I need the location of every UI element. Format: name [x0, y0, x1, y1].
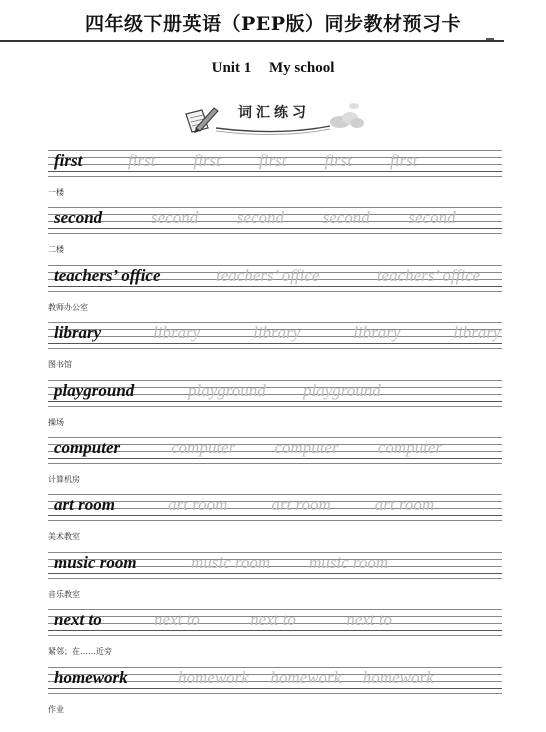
trace-word: homework: [270, 667, 342, 687]
vocab-word: computer: [54, 438, 121, 457]
trace-word: homework: [362, 667, 434, 687]
page-title: 四年级下册英语（PEP版）同步教材预习卡: [84, 13, 462, 35]
writing-line: [48, 343, 502, 344]
vocab-meaning: 教师办公室: [48, 302, 88, 312]
vocab-word: playground: [54, 380, 135, 400]
vocab-row: [48, 609, 502, 666]
trace-word: first: [128, 151, 156, 170]
trace-word: homework: [178, 667, 249, 687]
trace-word: teachers’ office: [376, 265, 481, 285]
trace-word: music room: [309, 552, 389, 572]
trace-word: first: [193, 151, 221, 170]
trace-word: library: [353, 323, 401, 343]
vocab-word: art room: [54, 495, 115, 515]
trace-word: playground: [303, 380, 381, 400]
trace-word: next to: [154, 610, 200, 630]
writing-line: [48, 515, 502, 516]
vocab-word: library: [54, 323, 102, 343]
trace-word: next to: [250, 610, 296, 630]
vocab-row: [48, 150, 502, 207]
vocab-word: homework: [54, 667, 128, 687]
writing-line: [48, 291, 502, 292]
writing-line: [48, 233, 502, 234]
header-rule: [0, 40, 504, 42]
trace-word: music room: [191, 552, 271, 572]
vocab-meaning: 图书馆: [48, 360, 72, 370]
trace-word: art room: [271, 495, 331, 515]
trace-word: second: [151, 208, 199, 228]
writing-line: [48, 573, 502, 574]
writing-line: [48, 693, 502, 694]
vocab-row: [48, 322, 502, 379]
vocab-word: first: [54, 151, 83, 170]
trace-word: next to: [346, 610, 392, 630]
vocab-word: next to: [54, 610, 102, 630]
vocab-meaning: 音乐教室: [48, 589, 80, 599]
header-rule-end: [486, 38, 494, 40]
unit-title: [0, 60, 546, 77]
writing-line: [48, 401, 502, 402]
vocab-row: [48, 667, 502, 724]
writing-line: [48, 228, 502, 229]
trace-word: teachers’ office: [216, 265, 320, 285]
writing-line: [48, 688, 502, 689]
writing-line: [48, 286, 502, 287]
vocab-meaning: 美术教室: [48, 532, 80, 542]
writing-line: [48, 348, 502, 349]
trace-word: computer: [274, 438, 339, 457]
vocab-meaning: 操场: [48, 417, 64, 427]
vocab-meaning: 二楼: [48, 245, 64, 255]
vocab-meaning: 计算机房: [48, 475, 80, 484]
writing-line: [48, 406, 502, 407]
vocab-row: [48, 207, 502, 264]
vocab-row: [48, 552, 502, 609]
trace-word: second: [236, 208, 285, 228]
trace-word: first: [390, 151, 418, 170]
trace-word: computer: [377, 438, 443, 457]
trace-word: art room: [374, 495, 435, 515]
writing-line: [48, 578, 502, 579]
section-label: 词汇练习: [238, 105, 310, 121]
trace-word: second: [408, 208, 456, 228]
vocab-row: [48, 437, 502, 494]
vocab-meaning: 紧邻；在……近旁: [48, 647, 112, 657]
writing-line: [48, 463, 502, 464]
unit-name: My school: [268, 60, 335, 76]
trace-word: art room: [168, 495, 228, 515]
vocab-meaning: 一楼: [48, 188, 64, 197]
vocab-word: second: [54, 208, 103, 228]
trace-word: playground: [188, 380, 266, 400]
writing-line: [48, 635, 502, 636]
trace-word: second: [322, 208, 370, 228]
writing-line: [48, 520, 502, 521]
trace-word: first: [259, 151, 287, 170]
vocab-word: teachers’ office: [54, 265, 161, 285]
trace-word: first: [324, 151, 352, 170]
trace-word: library: [253, 323, 301, 343]
vocab-row: [48, 380, 502, 437]
page-header: [0, 0, 546, 44]
writing-line: [48, 458, 502, 459]
vocab-row: [48, 494, 502, 551]
section-banner: [180, 98, 370, 140]
writing-line: [48, 176, 502, 177]
unit-number: Unit 1: [211, 60, 252, 76]
trace-word: computer: [171, 438, 236, 457]
vocab-word: music room: [54, 552, 137, 572]
writing-line: [48, 171, 502, 172]
trace-word: library: [153, 323, 201, 343]
vocab-row: [48, 265, 502, 322]
vocab-meaning: 作业: [48, 704, 64, 714]
writing-line: [48, 630, 502, 631]
trace-word: library: [453, 323, 501, 343]
